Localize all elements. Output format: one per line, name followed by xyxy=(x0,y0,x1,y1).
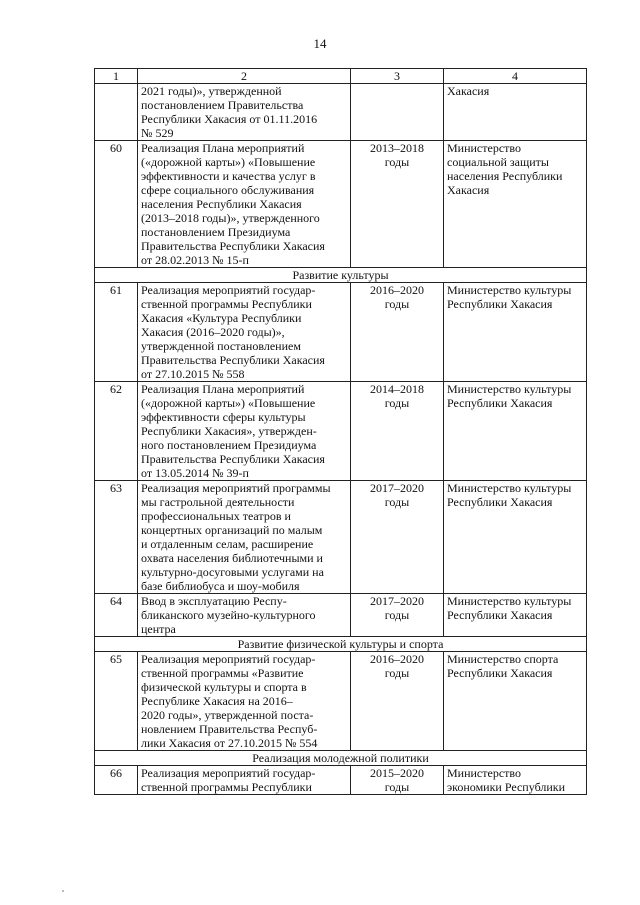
measure-description-line: новлением Правительства Респуб- xyxy=(141,722,318,736)
table-row xyxy=(95,594,587,637)
responsible-organization xyxy=(444,283,587,382)
responsible-organization-line: Республики Хакасия xyxy=(447,396,553,410)
section-row xyxy=(95,637,587,652)
implementation-period-line: годы xyxy=(384,297,410,311)
table-row xyxy=(95,141,587,268)
measure-description-line: от 27.10.2015 № 558 xyxy=(141,367,245,381)
implementation-period xyxy=(351,652,444,751)
measure-description-line: центра xyxy=(141,622,176,636)
measure-description-line: («дорожной карты») «Повышение xyxy=(141,155,316,169)
measure-description xyxy=(138,652,351,751)
implementation-period-line: годы xyxy=(384,608,410,622)
page-number: 14 xyxy=(313,36,327,51)
implementation-period-line: годы xyxy=(384,155,410,169)
measure-description-line: Реализация мероприятий государ- xyxy=(141,283,316,297)
scan-speck xyxy=(62,890,64,892)
measure-description-line: постановлением Президиума xyxy=(141,225,291,239)
row-number: 63 xyxy=(95,481,138,594)
section-row xyxy=(95,268,587,283)
responsible-organization-line: Министерство культуры xyxy=(447,283,572,297)
measure-description-line: бликанского музейно-культурного xyxy=(141,608,316,622)
measure-description xyxy=(138,594,351,637)
implementation-period-line: 2017–2020 xyxy=(370,594,424,608)
responsible-organization xyxy=(444,481,587,594)
responsible-organization-line: Республики Хакасия xyxy=(447,297,553,311)
implementation-period-line: 2013–2018 xyxy=(370,141,424,155)
plan-table xyxy=(94,68,587,795)
responsible-organization-line: Хакасия xyxy=(447,183,490,197)
measure-description-line: Хакасия (2016–2020 годы)», xyxy=(141,325,285,339)
table-row xyxy=(95,382,587,481)
measure-description xyxy=(138,84,351,141)
responsible-organization-line: населения Республики xyxy=(447,169,563,183)
measure-description-line: от 13.05.2014 № 39-п xyxy=(141,466,249,480)
responsible-organization-line: социальной защиты xyxy=(447,155,549,169)
measure-description-line: Республики Хакасия от 01.11.2016 xyxy=(141,112,318,126)
responsible-organization-line: Республики Хакасия xyxy=(447,608,553,622)
measure-description-line: утвержденной постановлением xyxy=(141,339,301,353)
responsible-organization xyxy=(444,766,587,795)
implementation-period-line: годы xyxy=(384,396,410,410)
implementation-period xyxy=(351,283,444,382)
measure-description-line: Хакасия «Культура Республики xyxy=(141,311,302,325)
row-number xyxy=(95,84,138,141)
measure-description-line: сфере социального обслуживания xyxy=(141,183,315,197)
measure-description-line: мы гастрольной деятельности xyxy=(141,495,295,509)
measure-description-line: (2013–2018 годы)», утвержденного xyxy=(141,211,320,225)
measure-description-line: населения Республики Хакасия xyxy=(141,197,302,211)
measure-description-line: от 28.02.2013 № 15-п xyxy=(141,253,249,267)
section-title: Развитие культуры xyxy=(95,268,587,283)
implementation-period xyxy=(351,766,444,795)
table-row xyxy=(95,283,587,382)
implementation-period-line: годы xyxy=(384,666,410,680)
responsible-organization xyxy=(444,84,587,141)
table-row xyxy=(95,481,587,594)
measure-description-line: («дорожной карты») «Повышение xyxy=(141,396,316,410)
measure-description-line: Правительства Республики Хакасия xyxy=(141,452,325,466)
measure-description-line: Реализация мероприятий государ- xyxy=(141,766,316,780)
responsible-organization-line: Министерство спорта xyxy=(447,652,559,666)
table-header-row xyxy=(95,69,587,84)
measure-description-line: охвата населения библиотечными и xyxy=(141,551,323,565)
measure-description-line: 2021 годы)», утвержденной xyxy=(141,84,282,98)
measure-description xyxy=(138,766,351,795)
implementation-period xyxy=(351,594,444,637)
row-number: 62 xyxy=(95,382,138,481)
measure-description-line: ственной программы Республики xyxy=(141,780,312,794)
measure-description-line: концертных организаций по малым xyxy=(141,523,323,537)
measure-description-line: Реализация Плана мероприятий xyxy=(141,382,305,396)
responsible-organization-line: Министерство xyxy=(447,141,521,155)
row-number: 60 xyxy=(95,141,138,268)
implementation-period-line: 2017–2020 xyxy=(370,481,424,495)
table-row xyxy=(95,766,587,795)
measure-description-line: и отдаленным селам, расширение xyxy=(141,537,314,551)
implementation-period-line: годы xyxy=(384,495,410,509)
responsible-organization-line: Республики Хакасия xyxy=(447,666,553,680)
plan-table-body xyxy=(95,69,587,795)
responsible-organization-line: Министерство культуры xyxy=(447,382,572,396)
measure-description-line: физической культуры и спорта в xyxy=(141,680,307,694)
measure-description xyxy=(138,283,351,382)
row-number: 61 xyxy=(95,283,138,382)
measure-description-line: № 529 xyxy=(141,126,174,140)
implementation-period xyxy=(351,84,444,141)
header-cell: 1 xyxy=(95,69,138,84)
implementation-period xyxy=(351,141,444,268)
measure-description-line: Реализация Плана мероприятий xyxy=(141,141,305,155)
row-number: 65 xyxy=(95,652,138,751)
implementation-period-line: 2016–2020 xyxy=(370,283,424,297)
section-title: Реализация молодежной политики xyxy=(95,751,587,766)
responsible-organization xyxy=(444,594,587,637)
responsible-organization xyxy=(444,652,587,751)
responsible-organization-line: Хакасия xyxy=(447,84,490,98)
measure-description-line: Республики Хакасия», утвержден- xyxy=(141,424,317,438)
measure-description xyxy=(138,481,351,594)
measure-description-line: профессиональных театров и xyxy=(141,509,291,523)
responsible-organization-line: Министерство культуры xyxy=(447,594,572,608)
implementation-period-line: годы xyxy=(384,780,410,794)
header-cell: 4 xyxy=(444,69,587,84)
measure-description-line: ственной программы Республики xyxy=(141,297,312,311)
responsible-organization-line: Министерство xyxy=(447,766,521,780)
measure-description-line: 2020 годы», утвержденной поста- xyxy=(141,708,314,722)
measure-description-line: Республике Хакасия на 2016– xyxy=(141,694,293,708)
responsible-organization-line: Министерство культуры xyxy=(447,481,572,495)
measure-description xyxy=(138,141,351,268)
section-row xyxy=(95,751,587,766)
implementation-period-line: 2015–2020 xyxy=(370,766,424,780)
table-row xyxy=(95,652,587,751)
responsible-organization xyxy=(444,141,587,268)
measure-description-line: Реализация мероприятий программы xyxy=(141,481,331,495)
section-title: Развитие физической культуры и спорта xyxy=(95,637,587,652)
implementation-period-line: 2014–2018 xyxy=(370,382,424,396)
measure-description-line: базе библиобуса и шоу-мобиля xyxy=(141,579,300,593)
header-cell: 2 xyxy=(138,69,351,84)
measure-description-line: Правительства Республики Хакасия xyxy=(141,353,325,367)
implementation-period xyxy=(351,382,444,481)
measure-description-line: культурно-досуговыми услугами на xyxy=(141,565,324,579)
measure-description-line: Реализация мероприятий государ- xyxy=(141,652,316,666)
measure-description xyxy=(138,382,351,481)
responsible-organization xyxy=(444,382,587,481)
implementation-period-line: 2016–2020 xyxy=(370,652,424,666)
measure-description-line: эффективности и качества услуг в xyxy=(141,169,316,183)
responsible-organization-line: Республики Хакасия xyxy=(447,495,553,509)
table-row xyxy=(95,84,587,141)
measure-description-line: Правительства Республики Хакасия xyxy=(141,239,325,253)
responsible-organization-line: экономики Республики xyxy=(447,780,566,794)
measure-description-line: эффективности сферы культуры xyxy=(141,410,306,424)
measure-description-line: Ввод в эксплуатацию Респу- xyxy=(141,594,287,608)
measure-description-line: постановлением Правительства xyxy=(141,98,304,112)
implementation-period xyxy=(351,481,444,594)
row-number: 66 xyxy=(95,766,138,795)
measure-description-line: ственной программы «Развитие xyxy=(141,666,304,680)
header-cell: 3 xyxy=(351,69,444,84)
measure-description-line: лики Хакасия от 27.10.2015 № 554 xyxy=(141,736,318,750)
row-number: 64 xyxy=(95,594,138,637)
measure-description-line: ного постановлением Президиума xyxy=(141,438,317,452)
